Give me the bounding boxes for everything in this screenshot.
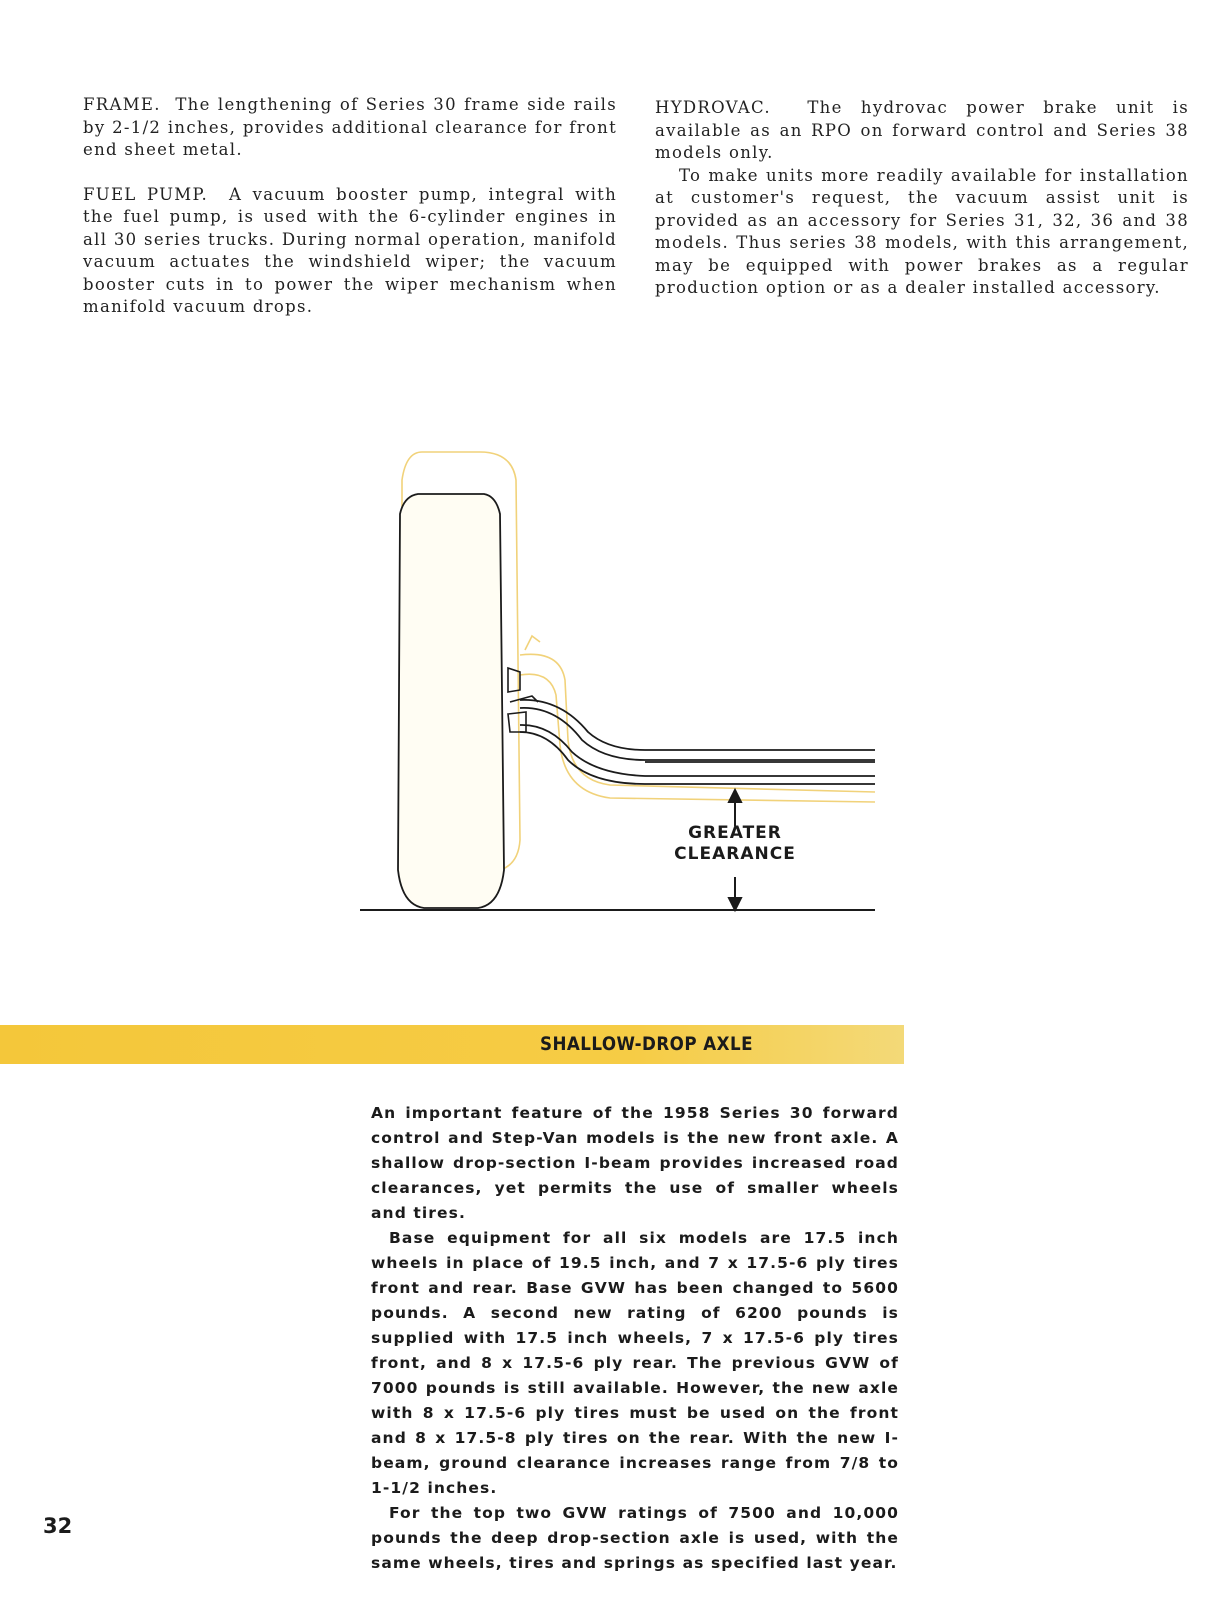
fuel-pump-heading: FUEL PUMP. xyxy=(83,184,209,204)
new-axle-outline xyxy=(520,700,875,784)
hydrovac-heading: HYDROVAC. xyxy=(655,98,771,117)
section-banner xyxy=(0,1025,904,1064)
tire-outline xyxy=(398,494,504,908)
frame-text: The lengthening of Series 30 frame side rails by 2-1/2 inches, provides additional clearance for front end sheet metal. xyxy=(83,95,617,159)
fuel-pump-text: A vacuum booster pump, integral with the fuel pump, is used with the 6-cylinder engines in all 30 series trucks. During normal operation, manifold vacuum actuates the windshield wiper; the vacuum booster cuts in to power the wiper mechanism when manifold vacuum drops. xyxy=(83,184,617,316)
axle-diagram xyxy=(360,440,910,950)
frame-paragraph xyxy=(83,94,617,162)
body-column xyxy=(371,1101,899,1576)
left-column xyxy=(83,94,617,319)
accessory-paragraph: To make units more readily available for installation at customer's request, the vacuum assist unit is provided as an accessory for Series 31, 32, 36 and 38 models. Thus series 38 models, with this arrangement, may be equipped with power brakes as a regular production option or as a dealer installed accessory. xyxy=(655,165,1189,297)
body-paragraph-2: Base equipment for all six models are 17.5 inch wheels in place of 19.5 inch, and 7 x 17.5-6 ply tires front and rear. Base GVW has been changed to 5600 pounds. A second new rating of 6200 pounds is supplied with 17.5 inch wheels, 7 x 17.5-6 ply tires front, and 8 x 17.5-6 ply rear. The previous GVW of 7000 pounds is still available. However, the new axle with 8 x 17.5-6 ply tires must be used on the front and 8 x 17.5-8 ply tires on the rear. With the new I-beam, ground clearance increases range from 7/8 to 1-1/2 inches. xyxy=(371,1229,899,1497)
clearance-label-line1: GREATER xyxy=(688,823,782,843)
body-paragraph-3: For the top two GVW ratings of 7500 and 10,000 pounds the deep drop-section axle is used, with the same wheels, tires and springs as specified last year. xyxy=(371,1504,899,1572)
fuel-pump-paragraph xyxy=(83,184,617,319)
clearance-label-line2: CLEARANCE xyxy=(674,844,796,864)
section-title: SHALLOW-DROP AXLE xyxy=(540,1033,753,1055)
frame-heading: FRAME. xyxy=(83,95,161,114)
hydrovac-text: The hydrovac power brake unit is available as an RPO on forward control and Series 38 models only. xyxy=(655,98,1189,162)
axle-illustration xyxy=(360,440,910,950)
hydrovac-paragraph xyxy=(655,97,1189,165)
page-number: 32 xyxy=(43,1514,73,1538)
body-paragraph-1: An important feature of the 1958 Series 30 forward control and Step-Van models is the new front axle. A shallow drop-section I-beam provides increased road clearances, yet permits the use of smaller wheels and tires. xyxy=(371,1104,899,1222)
right-column xyxy=(655,97,1189,300)
